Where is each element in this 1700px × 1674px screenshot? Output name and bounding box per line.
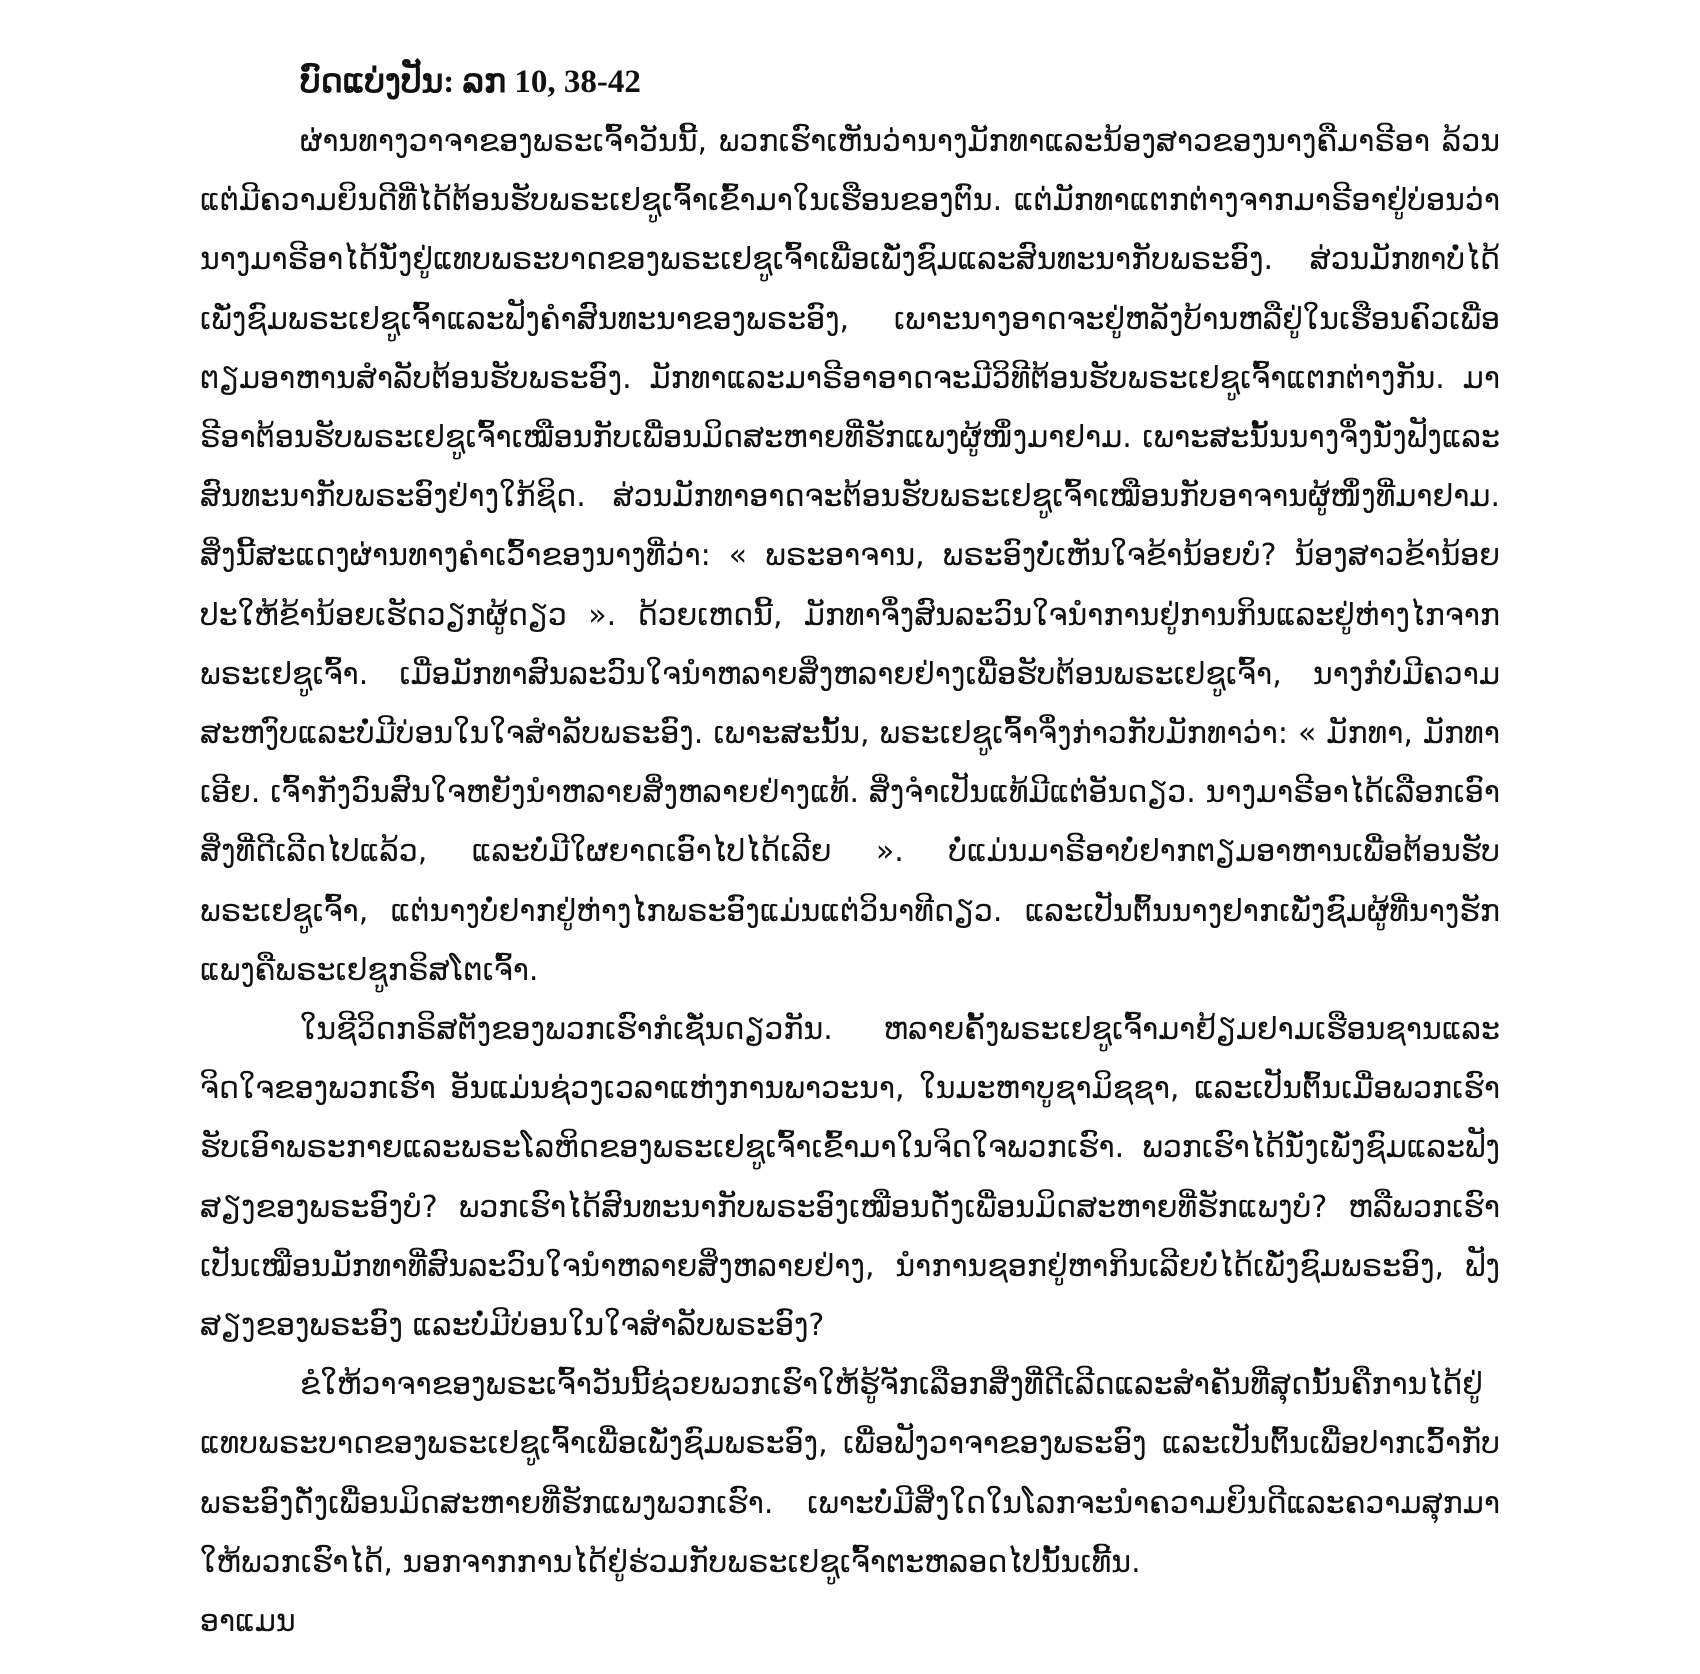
paragraph-3: ຂໍໃຫ້ວາຈາຂອງພຣະເຈົ້າວັນນີ້ຊ່ວຍພວກເຮົາໃຫ້ຮູ້ຈັກເລືອກສິ່ງທີ່ດີເລີດແລະສຳຄັນທີ່ສຸດນັ້ນຄືການໄດ້ຢູ່ແທບພຣະບາດຂອງພຣະເຢຊູເຈົ້າເພື່ອເພັ່ງຊົມພຣະອົງ, ເພື່ອຟັງວາຈາຂອງພຣະອົງ ແລະເປັນຕົ້ນເພື່ອປາກເວົ້າກັບພຣະອົງດັ່ງເພື່ອນມິດສະຫາຍທີ່ຮັກແພງພວກເຮົາ. ເພາະບໍ່ມີສິ່ງໃດໃນໂລກຈະນຳຄວາມຍິນດີແລະຄວາມສຸກມາໃຫ້ພວກເຮົາໄດ້, ນອກຈາກການໄດ້ຢູ່ຮ່ວມກັບພຣະເຢຊູເຈົ້າຕະຫລອດໄປນັ້ນເທີ້ນ. [200,1367,1500,1580]
paragraph-1: ຜ່ານທາງວາຈາຂອງພຣະເຈົ້າວັນນີ້, ພວກເຮົາເຫັນວ່ານາງມັກທາແລະນ້ອງສາວຂອງນາງຄືມາຣີອາ ລ້ວນແຕ່ມີຄວາມຍິນດີທີ່ໄດ້ຕ້ອນຮັບພຣະເຢຊູເຈົ້າເຂົ້າມາໃນເຮືອນຂອງຕົນ. ແຕ່ມັກທາແຕກຕ່າງຈາກມາຣີອາຢູ່ບ່ອນວ່າ ນາງມາຣີອາໄດ້ນັ່ງຢູ່ແທບພຣະບາດຂອງພຣະເຢຊູເຈົ້າເພື່ອເພັ່ງຊົມແລະສົນທະນາກັບພຣະອົງ. ສ່ວນມັກທາບໍ່ໄດ້ເພັ່ງຊົມພຣະເຢຊູເຈົ້າແລະຟັງຄຳສົນທະນາຂອງພຣະອົງ, ເພາະນາງອາດຈະຢູ່ຫລັງບ້ານຫລືຢູ່ໃນເຮືອນຄົວເພື່ອຕຽມອາຫານສຳລັບຕ້ອນຮັບພຣະອົງ. ມັກທາແລະມາຣີອາອາດຈະມີວິທີຕ້ອນຮັບພຣະເຢຊູເຈົ້າແຕກຕ່າງກັນ. ມາຣີອາຕ້ອນຮັບພຣະເຢຊູເຈົ້າເໝືອນກັບເພື່ອນມິດສະຫາຍທີ່ຮັກແພງຜູ້ໜຶ່ງມາຢາມ. ເພາະສະນັ້ນນາງຈຶ່ງນັ່ງຟັງແລະສົນທະນາກັບພຣະອົງຢ່າງໃກ້ຊິດ. ສ່ວນມັກທາອາດຈະຕ້ອນຮັບພຣະເຢຊູເຈົ້າເໝືອນກັບອາຈານຜູ້ໜຶ່ງທີ່ມາຢາມ. ສິ່ງນີ້ສະແດງຜ່ານທາງຄຳເວົ້າຂອງນາງທີ່ວ່າ: « ພຣະອາຈານ, ພຣະອົງບໍ່ເຫັນໃຈຂ້ານ້ອຍບໍ? ນ້ອງສາວຂ້ານ້ອຍປະໃຫ້ຂ້ານ້ອຍເຮັດວຽກຜູ້ດຽວ ». ດ້ວຍເຫດນີ້, ມັກທາຈຶ່ງສົນລະວົນໃຈນຳການຢູ່ການກິນແລະຢູ່ຫ່າງໄກຈາກພຣະເຢຊູເຈົ້າ. ເມື່ອມັກທາສົນລະວົນໃຈນຳຫລາຍສິ່ງຫລາຍຢ່າງເພື່ອຮັບຕ້ອນພຣະເຢຊູເຈົ້າ, ນາງກໍບໍ່ມີຄວາມສະຫງົບແລະບໍ່ມີບ່ອນໃນໃຈສຳລັບພຣະອົງ. ເພາະສະນັ້ນ, ພຣະເຢຊູເຈົ້າຈຶ່ງກ່າວກັບມັກທາວ່າ: « ມັກທາ, ມັກທາເອີຍ. ເຈົ້າກັງວົນສົນໃຈຫຍັງນຳຫລາຍສິ່ງຫລາຍຢ່າງແທ້. ສິ່ງຈຳເປັນແທ້ມີແຕ່ອັນດຽວ. ນາງມາຣີອາໄດ້ເລືອກເອົາສິ່ງທີ່ດີເລີດໄປແລ້ວ, ແລະບໍ່ມີໃຜຍາດເອົາໄປໄດ້ເລີຍ ». ບໍ່ແມ່ນມາຣີອາບໍ່ຢາກຕຽມອາຫານເພື່ອຕ້ອນຮັບພຣະເຢຊູເຈົ້າ, ແຕ່ນາງບໍ່ຢາກຢູ່ຫ່າງໄກພຣະອົງແມ່ນແຕ່ວິນາທີດຽວ. ແລະເປັນຕົ້ນນາງຢາກເພັ່ງຊົມຜູ້ທີ່ນາງຮັກແພງຄືພຣະເຢຊູກຣິສໂຕເຈົ້າ. [200,124,1500,988]
document-title: ບົດແບ່ງປັນ: ລກ 10, 38-42 [300,64,641,100]
paragraph-2: ໃນຊີວິດກຣິສຕັງຂອງພວກເຮົາກໍເຊັ່ນດຽວກັນ. ຫລາຍຄັ້ງພຣະເຢຊູເຈົ້າມາຢ້ຽມຢາມເຮືອນຊານແລະຈິດໃຈຂອງພວກເຮົາ ອັນແມ່ນຊ່ວງເວລາແຫ່ງການພາວະນາ, ໃນມະຫາບູຊາມິຊຊາ, ແລະເປັນຕົ້ນເມື່ອພວກເຮົາຮັບເອົາພຣະກາຍແລະພຣະໂລຫິດຂອງພຣະເຢຊູເຈົ້າເຂົ້າມາໃນຈິດໃຈພວກເຮົາ. ພວກເຮົາໄດ້ນັ່ງເພັ່ງຊົມແລະຟັງສຽງຂອງພຣະອົງບໍ? ພວກເຮົາໄດ້ສົນທະນາກັບພຣະອົງເໝືອນດັ່ງເພື່ອນມິດສະຫາຍທີ່ຮັກແພງບໍ? ຫລືພວກເຮົາເປັນເໝືອນມັກທາທີ່ສົນລະວົນໃຈນຳຫລາຍສິ່ງຫລາຍຢ່າງ, ນຳການຊອກຢູ່ຫາກິນເລີຍບໍ່ໄດ້ເພັ່ງຊົມພຣະອົງ, ຟັງສຽງຂອງພຣະອົງ ແລະບໍ່ມີບ່ອນໃນໃຈສຳລັບພຣະອົງ? [200,1012,1500,1344]
closing-amen: ອາແມນ [200,1604,296,1640]
document-page [200,52,1500,1651]
